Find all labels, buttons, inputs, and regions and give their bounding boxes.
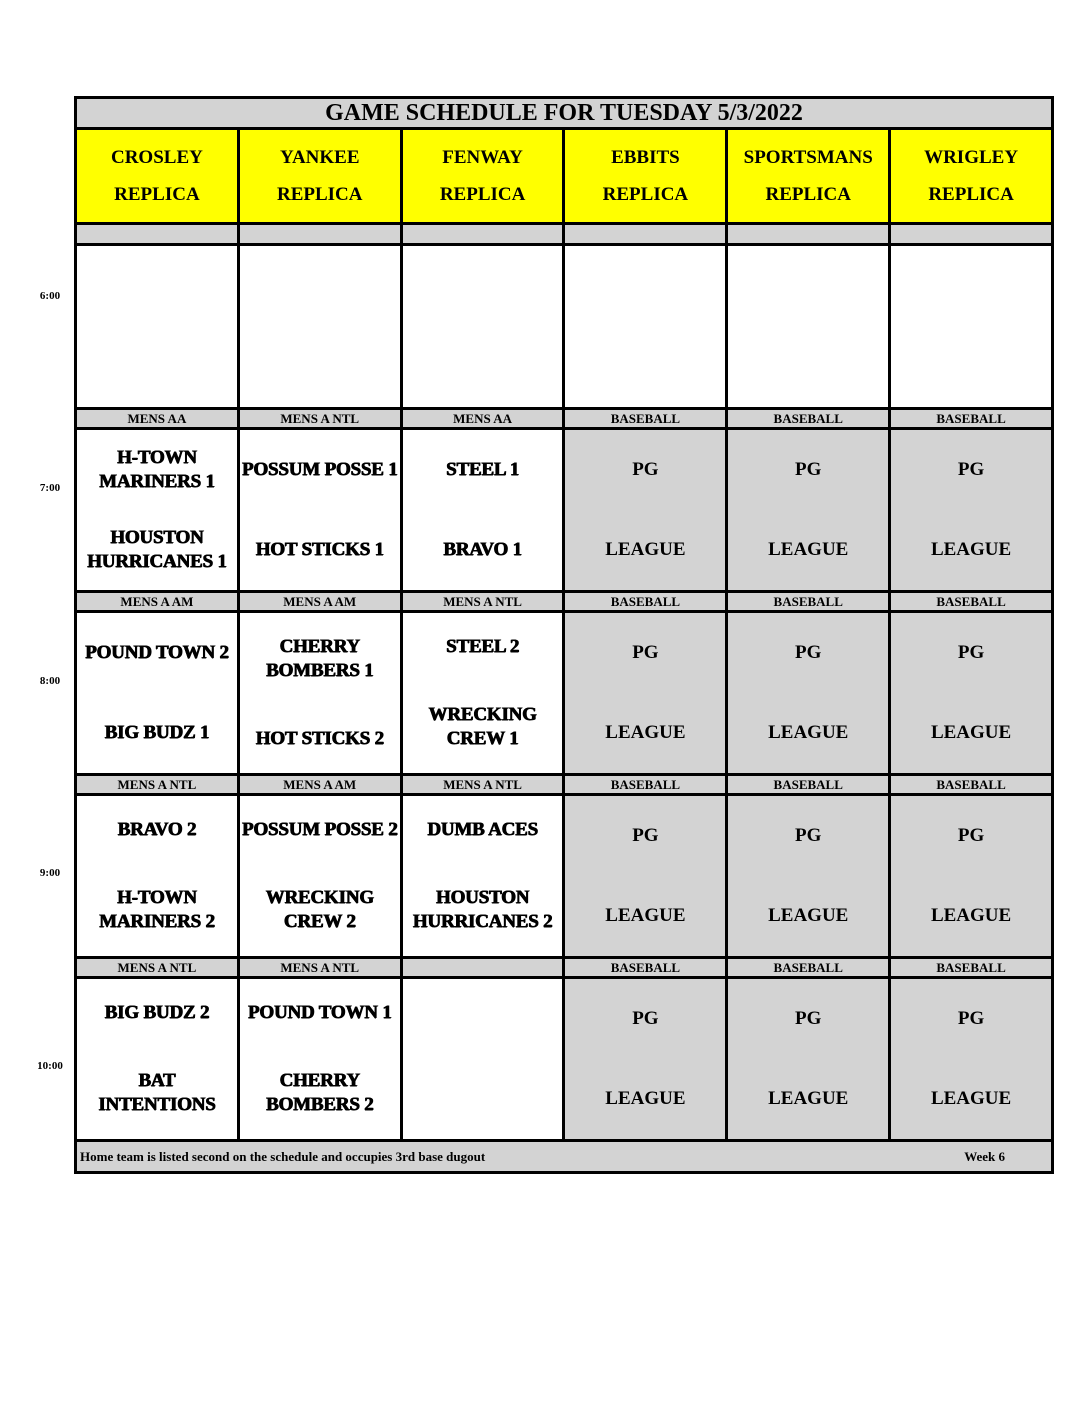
- division-label: BASEBALL: [564, 775, 727, 795]
- field-sub: REPLICA: [114, 184, 200, 205]
- home-team: LEAGUE: [768, 1088, 849, 1109]
- field-name: EBBITS: [611, 147, 680, 168]
- game-row: [76, 795, 1053, 958]
- away-team: PG: [957, 459, 985, 480]
- home-team: LEAGUE: [768, 905, 849, 926]
- away-team: PG: [632, 642, 659, 663]
- empty-slot-cell: [564, 245, 727, 409]
- away-team: BIG BUDZ 2: [104, 1002, 210, 1023]
- game-cell: [727, 795, 890, 958]
- spacer-cell: [238, 224, 401, 245]
- game-cell: [727, 978, 890, 1141]
- home-team: H-TOWN MARINERS 2: [99, 887, 215, 932]
- game-cell: [564, 429, 727, 592]
- spacer-cell: [76, 224, 239, 245]
- away-team: POUND TOWN 1: [247, 1002, 392, 1023]
- division-label: MENS A NTL: [238, 409, 401, 429]
- field-sub: REPLICA: [928, 184, 1014, 205]
- game-cell: [238, 429, 401, 592]
- away-team: PG: [632, 825, 659, 846]
- home-team: WRECKING CREW 2: [265, 887, 374, 932]
- empty-slot-row: [76, 245, 1053, 409]
- spacer-cell: [564, 224, 727, 245]
- division-label: BASEBALL: [564, 958, 727, 978]
- field-header: [564, 129, 727, 224]
- home-team: LEAGUE: [930, 722, 1012, 743]
- field-header: [890, 129, 1053, 224]
- home-team: LEAGUE: [930, 1088, 1012, 1109]
- division-label: BASEBALL: [890, 592, 1053, 612]
- spacer-cell: [401, 224, 564, 245]
- division-label: [401, 958, 564, 978]
- home-team: LEAGUE: [930, 539, 1012, 560]
- game-row: [76, 429, 1053, 592]
- away-team: PG: [795, 459, 822, 480]
- away-team: STEEL 1: [446, 459, 520, 480]
- away-team: PG: [632, 1008, 659, 1029]
- division-label: MENS A AM: [238, 775, 401, 795]
- division-label: MENS AA: [76, 409, 239, 429]
- home-team: LEAGUE: [930, 905, 1012, 926]
- field-header: [727, 129, 890, 224]
- home-team: HOUSTON HURRICANES 1: [87, 527, 227, 572]
- home-team: LEAGUE: [768, 539, 849, 560]
- division-label: BASEBALL: [727, 592, 890, 612]
- division-label: BASEBALL: [727, 958, 890, 978]
- division-label: BASEBALL: [890, 409, 1053, 429]
- time-label-9: 9:00: [39, 867, 61, 879]
- time-label-6: 6:00: [39, 290, 61, 302]
- division-label: BASEBALL: [564, 409, 727, 429]
- away-team: PG: [795, 825, 822, 846]
- home-team: BRAVO 1: [443, 539, 522, 560]
- division-row: [76, 775, 1053, 795]
- game-cell: [890, 429, 1053, 592]
- away-team: H-TOWN MARINERS 1: [99, 447, 215, 492]
- home-team: LEAGUE: [605, 1088, 686, 1109]
- game-cell: [890, 795, 1053, 958]
- away-team: PG: [632, 459, 659, 480]
- away-team: PG: [957, 825, 985, 846]
- division-label: BASEBALL: [727, 775, 890, 795]
- game-cell: [564, 612, 727, 775]
- field-sub: REPLICA: [765, 184, 851, 205]
- division-label: MENS A NTL: [401, 592, 564, 612]
- division-label: MENS A NTL: [401, 775, 564, 795]
- field-header: [401, 129, 564, 224]
- home-team: CHERRY BOMBERS 2: [266, 1070, 374, 1115]
- home-team: BAT INTENTIONS: [98, 1070, 216, 1115]
- field-name: YANKEE: [279, 147, 360, 168]
- away-team: CHERRY BOMBERS 1: [266, 636, 374, 681]
- game-cell: [727, 429, 890, 592]
- schedule-title: GAME SCHEDULE FOR TUESDAY 5/3/2022: [76, 98, 1053, 129]
- field-header: [238, 129, 401, 224]
- game-cell: [76, 795, 239, 958]
- away-team: PG: [957, 1008, 985, 1029]
- away-team: POUND TOWN 2: [85, 642, 229, 663]
- away-team: STEEL 2: [446, 636, 520, 657]
- division-row: [76, 958, 1053, 978]
- field-name: WRIGLEY: [924, 147, 1019, 168]
- division-label: MENS AA: [401, 409, 564, 429]
- away-team: PG: [957, 642, 985, 663]
- empty-slot-cell: [238, 245, 401, 409]
- game-cell: [401, 978, 564, 1141]
- schedule-table: [74, 96, 1054, 1174]
- schedule-footer: [76, 1141, 1053, 1173]
- home-team: LEAGUE: [605, 905, 686, 926]
- home-team: HOT STICKS 2: [255, 728, 384, 749]
- empty-slot-cell: [727, 245, 890, 409]
- away-team: POSSUM POSSE 2: [241, 819, 398, 840]
- division-label: BASEBALL: [564, 592, 727, 612]
- home-team: BIG BUDZ 1: [104, 722, 210, 743]
- game-cell: [76, 978, 239, 1141]
- game-cell: [401, 612, 564, 775]
- field-name: FENWAY: [442, 147, 523, 168]
- week-label: Week 6: [964, 1148, 1005, 1164]
- division-row: [76, 592, 1053, 612]
- division-label: BASEBALL: [890, 958, 1053, 978]
- time-label-7: 7:00: [39, 482, 61, 494]
- game-cell: [890, 612, 1053, 775]
- away-team: PG: [795, 642, 822, 663]
- game-cell: [238, 612, 401, 775]
- time-label-8: 8:00: [39, 675, 61, 687]
- division-row: [76, 409, 1053, 429]
- game-cell: [238, 795, 401, 958]
- away-team: DUMB ACES: [427, 819, 538, 840]
- field-sub: REPLICA: [602, 184, 689, 205]
- game-cell: [76, 429, 239, 592]
- empty-slot-cell: [401, 245, 564, 409]
- game-cell: [238, 978, 401, 1141]
- game-cell: [727, 612, 890, 775]
- away-team: POSSUM POSSE 1: [241, 459, 398, 480]
- field-name: CROSLEY: [110, 147, 203, 168]
- division-label: BASEBALL: [727, 409, 890, 429]
- game-row: [76, 978, 1053, 1141]
- field-sub: REPLICA: [439, 184, 526, 205]
- away-team: PG: [795, 1008, 822, 1029]
- home-team: HOUSTON HURRICANES 2: [412, 887, 553, 932]
- game-cell: [564, 795, 727, 958]
- spacer-row: [76, 224, 1053, 245]
- division-label: MENS A AM: [238, 592, 401, 612]
- game-cell: [76, 612, 239, 775]
- game-cell: [401, 795, 564, 958]
- home-team: WRECKING CREW 1: [428, 704, 537, 749]
- field-name: SPORTSMANS: [743, 147, 873, 168]
- home-team: HOT STICKS 1: [255, 539, 384, 560]
- division-label: MENS A NTL: [76, 958, 239, 978]
- game-row: [76, 612, 1053, 775]
- spacer-cell: [727, 224, 890, 245]
- home-team: LEAGUE: [605, 722, 686, 743]
- home-team: LEAGUE: [768, 722, 849, 743]
- empty-slot-cell: [890, 245, 1053, 409]
- spacer-cell: [890, 224, 1053, 245]
- division-label: MENS A NTL: [238, 958, 401, 978]
- game-cell: [890, 978, 1053, 1141]
- home-team: LEAGUE: [605, 539, 686, 560]
- field-header-row: [76, 129, 1053, 224]
- away-team: BRAVO 2: [117, 819, 197, 840]
- field-sub: REPLICA: [276, 184, 363, 205]
- empty-slot-cell: [76, 245, 239, 409]
- home-team-note: Home team is listed second on the schedule and occupies 3rd base dugout: [80, 1148, 486, 1164]
- division-label: BASEBALL: [890, 775, 1053, 795]
- time-label-10: 10:00: [37, 1060, 63, 1072]
- division-label: MENS A NTL: [76, 775, 239, 795]
- field-header: [76, 129, 239, 224]
- game-cell: [564, 978, 727, 1141]
- game-cell: [401, 429, 564, 592]
- division-label: MENS A AM: [76, 592, 239, 612]
